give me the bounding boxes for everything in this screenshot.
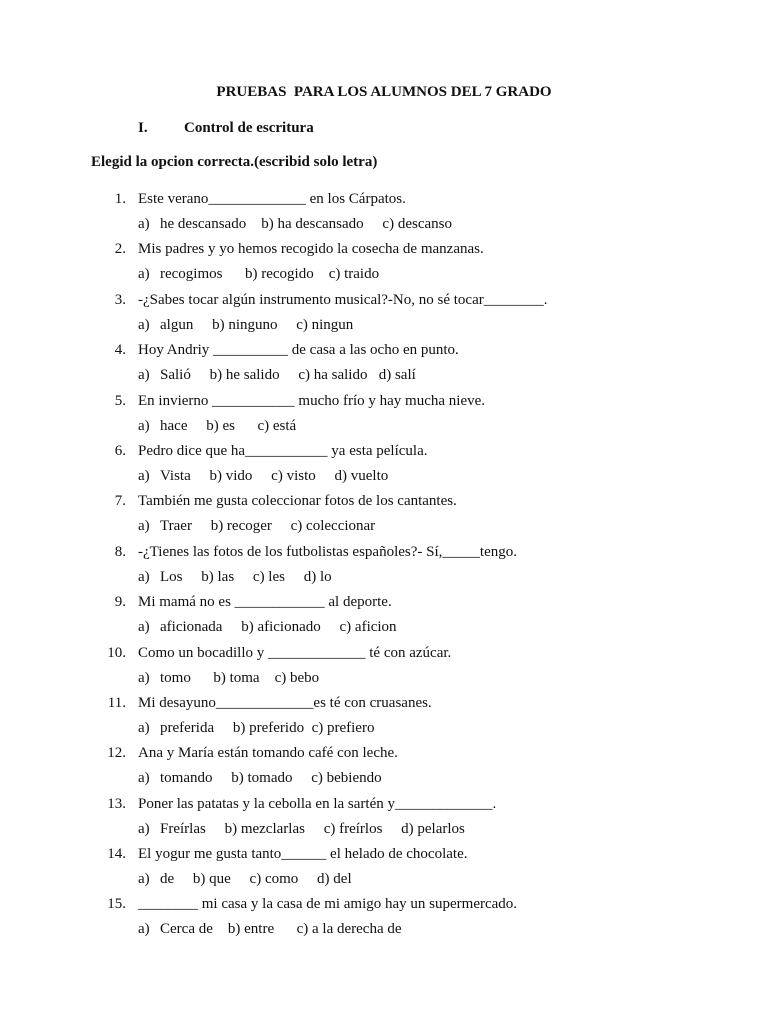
option-letter: a) bbox=[138, 216, 150, 232]
question-item bbox=[0, 642, 768, 692]
question-text: Como un bocadillo y _____________ té con azúcar. bbox=[138, 644, 452, 661]
options-text: Vista b) vido c) visto d) vuelto bbox=[160, 467, 389, 484]
options-text: recogimos b) recogido c) traido bbox=[160, 266, 380, 283]
question-text: Poner las patatas y la cebolla en la sartén y_____________. bbox=[138, 795, 497, 812]
question-item bbox=[0, 238, 768, 288]
section-number: I. bbox=[138, 120, 148, 136]
question-item bbox=[0, 541, 768, 591]
question-text: Ana y María están tomando café con leche. bbox=[138, 745, 398, 762]
question-number: 4. bbox=[114, 342, 126, 359]
question-item bbox=[0, 289, 768, 339]
question-item bbox=[0, 339, 768, 389]
option-letter: a) bbox=[138, 669, 150, 686]
question-number: 5. bbox=[114, 392, 126, 409]
question-item bbox=[0, 390, 768, 440]
option-letter: a) bbox=[138, 619, 150, 636]
options-text: he descansado b) ha descansado c) descanso bbox=[160, 216, 452, 232]
question-item bbox=[0, 188, 768, 238]
question-text: ________ mi casa y la casa de mi amigo hay un supermercado. bbox=[138, 896, 518, 913]
question-number: 7. bbox=[114, 493, 126, 510]
options-text: tomo b) toma c) bebo bbox=[160, 669, 320, 686]
question-text: En invierno ___________ mucho frío y hay mucha nieve. bbox=[138, 392, 486, 409]
question-item bbox=[0, 742, 768, 792]
question-text: Mi mamá no es ____________ al deporte. bbox=[138, 594, 392, 611]
question-item bbox=[0, 591, 768, 641]
question-number: 13. bbox=[107, 795, 126, 812]
option-letter: a) bbox=[138, 871, 150, 888]
question-text: También me gusta coleccionar fotos de los cantantes. bbox=[138, 493, 457, 510]
options-text: Freírlas b) mezclarlas c) freírlos d) pelarlos bbox=[160, 820, 465, 837]
question-text: Mi desayuno_____________es té con cruasanes. bbox=[138, 694, 432, 711]
options-text: tomando b) tomado c) bebiendo bbox=[160, 770, 382, 787]
question-number: 1. bbox=[114, 191, 126, 207]
option-letter: a) bbox=[138, 367, 150, 384]
question-text: Este verano_____________ en los Cárpatos. bbox=[138, 191, 406, 207]
question-item bbox=[0, 793, 768, 843]
section-title: Control de escritura bbox=[184, 120, 314, 136]
question-list bbox=[0, 188, 768, 944]
question-item bbox=[0, 490, 768, 540]
option-letter: a) bbox=[138, 467, 150, 484]
question-text: Pedro dice que ha___________ ya esta película. bbox=[138, 442, 428, 459]
question-text: Hoy Andriy __________ de casa a las ocho en punto. bbox=[138, 342, 459, 359]
option-letter: a) bbox=[138, 770, 150, 787]
question-text: Mis padres y yo hemos recogido la cosecha de manzanas. bbox=[138, 241, 484, 258]
question-item bbox=[0, 893, 768, 943]
options-text: aficionada b) aficionado c) aficion bbox=[160, 619, 397, 636]
options-text: Cerca de b) entre c) a la derecha de bbox=[160, 921, 402, 938]
question-number: 14. bbox=[107, 846, 126, 863]
question-number: 11. bbox=[107, 694, 126, 711]
option-letter: a) bbox=[138, 417, 150, 434]
option-letter: a) bbox=[138, 518, 150, 535]
option-letter: a) bbox=[138, 266, 150, 283]
option-letter: a) bbox=[138, 568, 150, 585]
options-text: Los b) las c) les d) lo bbox=[160, 568, 332, 585]
instruction-text: Elegid la opcion correcta.(escribid solo letra) bbox=[91, 154, 378, 170]
question-item bbox=[0, 440, 768, 490]
question-text: -¿Tienes las fotos de los futbolistas españoles?- Sí,_____tengo. bbox=[138, 543, 517, 560]
question-number: 2. bbox=[114, 241, 126, 258]
question-text: El yogur me gusta tanto______ el helado de chocolate. bbox=[138, 846, 468, 863]
option-letter: a) bbox=[138, 719, 150, 736]
option-letter: a) bbox=[138, 820, 150, 837]
question-number: 15. bbox=[107, 896, 126, 913]
question-number: 6. bbox=[114, 442, 126, 459]
question-number: 3. bbox=[114, 291, 126, 308]
question-item bbox=[0, 692, 768, 742]
options-text: de b) que c) como d) del bbox=[160, 871, 352, 888]
options-text: hace b) es c) está bbox=[160, 417, 297, 434]
section-heading bbox=[138, 120, 314, 137]
option-letter: a) bbox=[138, 921, 150, 938]
options-text: Traer b) recoger c) coleccionar bbox=[160, 518, 376, 535]
question-number: 9. bbox=[114, 594, 126, 611]
question-number: 10. bbox=[107, 644, 126, 661]
question-item bbox=[0, 843, 768, 893]
page-title: PRUEBAS PARA LOS ALUMNOS DEL 7 GRADO bbox=[216, 84, 552, 100]
options-text: algun b) ninguno c) ningun bbox=[160, 316, 354, 333]
option-letter: a) bbox=[138, 316, 150, 333]
options-text: Salió b) he salido c) ha salido d) salí bbox=[160, 367, 416, 384]
options-text: preferida b) preferido c) prefiero bbox=[160, 719, 375, 736]
question-number: 8. bbox=[114, 543, 126, 560]
question-number: 12. bbox=[107, 745, 126, 762]
question-text: -¿Sabes tocar algún instrumento musical?-No, no sé tocar________. bbox=[138, 291, 548, 308]
